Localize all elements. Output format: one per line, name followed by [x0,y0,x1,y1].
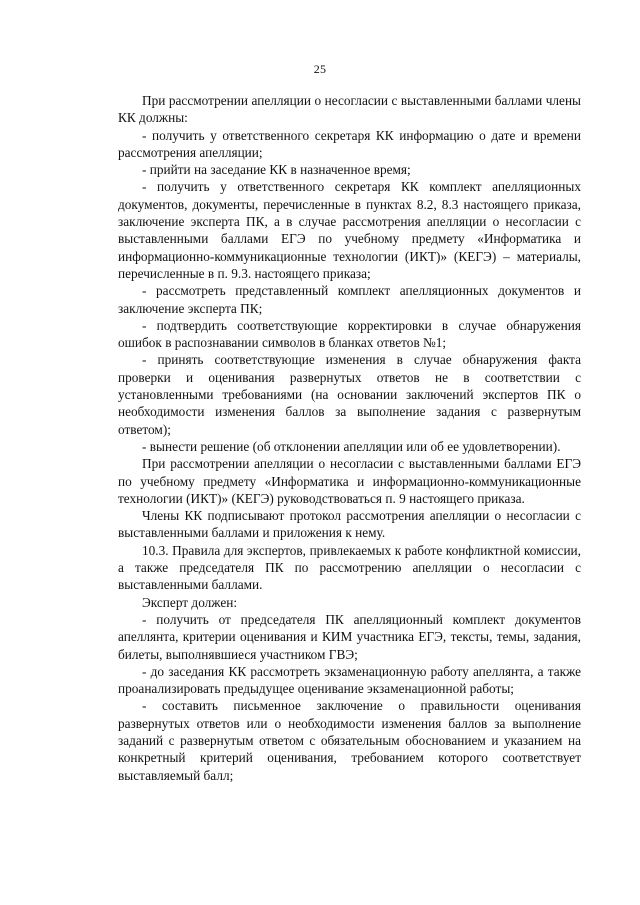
document-body [118,92,581,784]
page-number: 25 [313,62,327,76]
list-item: - до заседания КК рассмотреть экзаменационную работу апеллянта, а также проанализировать предыдущее оценивание экзаменационной работы; [118,663,581,697]
list-item: - вынести решение (об отклонении апелляции или об ее удовлетворении). [142,438,561,454]
list-item: - получить у ответственного секретаря КК информацию о дате и времени рассмотрения апелляции; [118,127,581,160]
paragraph-protocol: Члены КК подписывают протокол рассмотрения апелляции о несогласии с выставленными баллами и приложения к нему. [118,508,581,541]
section-heading-10-3: 10.3. Правила для экспертов, привлекаемых к работе конфликтной комиссии, а также председателя ПК по рассмотрению апелляции о несогласии с выставленными баллами. [118,542,581,593]
paragraph-intro-members: При рассмотрении апелляции о несогласии с выставленными баллами члены КК должны: [118,93,581,126]
list-item: - составить письменное заключение о правильности оценивания развернутых ответов или о необходимости изменения баллов за выполнение заданий с развернутым ответом с обязательным обоснованием и указанием на конкретный критерий оценивания, требованием которого соответствует выставляемый балл; [118,698,581,783]
list-item: - подтвердить соответствующие корректировки в случае обнаружения ошибок в распознавании символов в бланках ответов №1; [118,317,581,351]
paragraph-kege: При рассмотрении апелляции о несогласии с выставленными баллами ЕГЭ по учебному предмету «Информатика и информационно-коммуникационные технологии (ИКТ)» (КЕГЭ) руководствоваться п. 9 настоящего приказа. [118,456,581,506]
list-item: - прийти на заседание КК в назначенное время; [142,162,411,178]
list-item: - принять соответствующие изменения в случае обнаружения факта проверки и оценивания развернутых ответов не в соответствии с установленными требованиями (на основании заключений экспертов ПК о необходимости изменения баллов за выполнение задания с развернутым ответом); [118,352,581,437]
list-item: - получить от председателя ПК апелляционный комплект документов апеллянта, критерии оценивания и КИМ участника ЕГЭ, тексты, темы, задания, билеты, выполнявшиеся участником ГВЭ; [118,611,581,662]
list-item: - получить у ответственного секретаря КК комплект апелляционных документов, документы, перечисленные в пунктах 8.2, 8.3 настоящего приказа, заключение эксперта ПК, а в случае рассмотрения апелляции о несогласии с выставленными баллами ЕГЭ по учебному предмету «Информатика и информационно-коммуникационные технологии (ИКТ)» (КЕГЭ) – материалы, перечисленные в п. 9.3. настоящего приказа; [118,179,581,281]
paragraph-expert-must: Эксперт должен: [142,594,238,610]
list-item: - рассмотреть представленный комплект апелляционных документов и заключение эксперта ПК; [118,283,581,316]
